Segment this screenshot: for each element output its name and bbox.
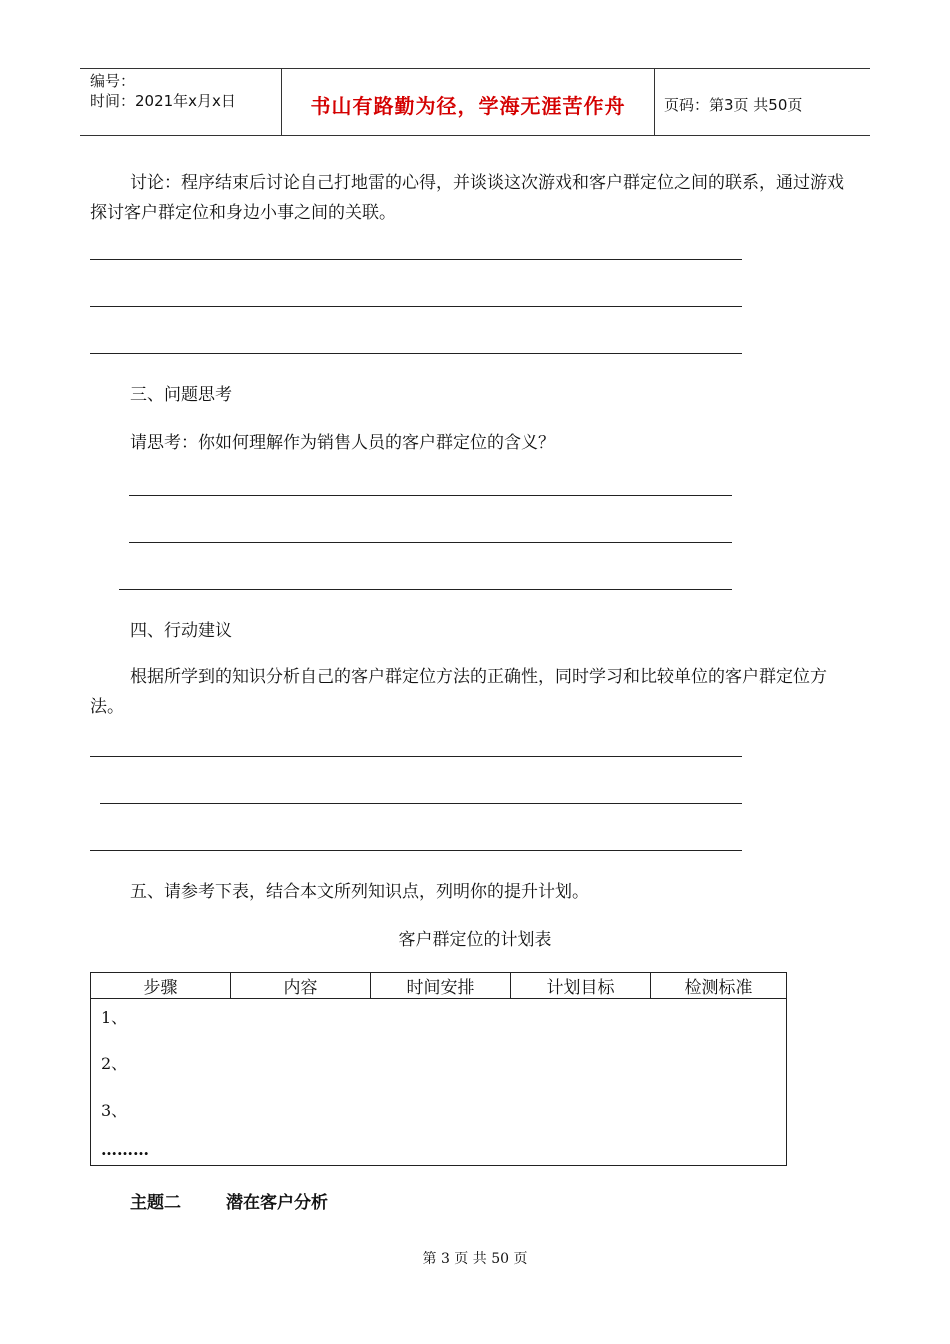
page-footer: 第 3 页 共 50 页 — [422, 1251, 528, 1267]
column-header-step: 步骤 — [91, 973, 231, 999]
table-body-cell — [91, 999, 787, 1166]
section3-question: 请思考：你如何理解作为销售人员的客户群定位的含义？ — [130, 433, 555, 453]
serial-number-label: 编号： — [90, 72, 136, 90]
answer-line — [90, 353, 742, 354]
step-label: 3、 — [101, 1101, 128, 1120]
answer-line — [100, 803, 742, 804]
answer-line — [119, 589, 732, 590]
step-label: 2、 — [101, 1054, 128, 1073]
motto: 书山有路勤为径，学海无涯苦作舟 — [310, 94, 626, 118]
answer-line — [90, 850, 742, 851]
discussion-text: 讨论：程序结束后讨论自己打地雷的心得，并谈谈这次游戏和客户群定位之间的联系，通过游戏探讨客户群定位和身边小事之间的关联。 — [90, 173, 844, 223]
answer-line — [90, 306, 742, 307]
section4-heading: 四、行动建议 — [130, 621, 232, 641]
answer-line — [90, 259, 742, 260]
header-bottom-rule — [80, 135, 870, 136]
section5-heading: 五、请参考下表，结合本文所列知识点，列明你的提升计划。 — [130, 882, 589, 902]
plan-table — [90, 972, 787, 1166]
section4-text: 根据所学到的知识分析自己的客户群定位方法的正确性，同时学习和比较单位的客户群定位方法。 — [90, 667, 827, 717]
ellipsis-label: ……… — [101, 1140, 149, 1159]
step-label: 1、 — [101, 1008, 128, 1027]
header-top-rule — [80, 68, 870, 69]
table-header-row — [91, 973, 787, 999]
column-header-content: 内容 — [231, 973, 371, 999]
next-topic-title: 潜在客户分析 — [226, 1193, 328, 1213]
table-body-row — [91, 999, 787, 1166]
answer-line — [90, 756, 742, 757]
column-header-schedule: 时间安排 — [371, 973, 511, 999]
section3-heading: 三、问题思考 — [130, 385, 232, 405]
table-title: 客户群定位的计划表 — [398, 930, 552, 950]
date-label: 时间：2021年x月x日 — [90, 92, 236, 110]
answer-line — [129, 495, 732, 496]
column-header-criteria: 检测标准 — [651, 973, 787, 999]
header-divider-right — [654, 68, 655, 136]
page-info: 页码：第3页 共50页 — [664, 96, 803, 114]
next-topic-label: 主题二 — [130, 1193, 181, 1213]
answer-line — [129, 542, 732, 543]
column-header-goal: 计划目标 — [511, 973, 651, 999]
